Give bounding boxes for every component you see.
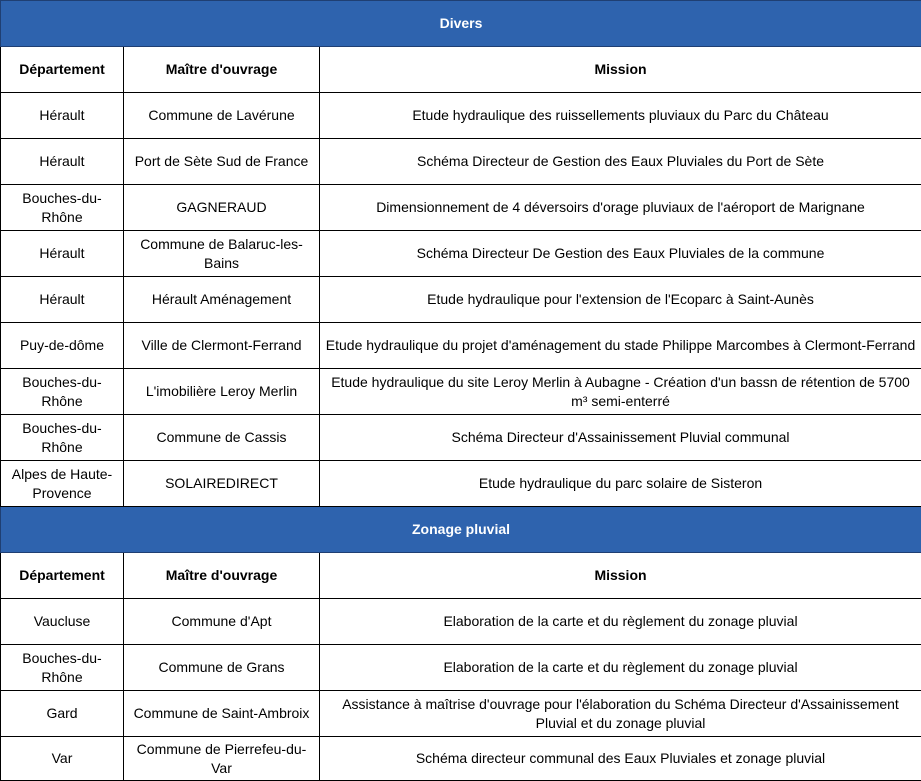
cell-departement: Hérault xyxy=(1,231,124,277)
cell-maitre-ouvrage: Port de Sète Sud de France xyxy=(124,139,320,185)
table-row xyxy=(1,599,921,645)
cell-maitre-ouvrage: GAGNERAUD xyxy=(124,185,320,231)
cell-mission: Schéma directeur communal des Eaux Pluviales et zonage pluvial xyxy=(320,737,921,781)
column-header-row xyxy=(1,47,921,93)
cell-departement: Bouches-du-Rhône xyxy=(1,645,124,691)
table-row xyxy=(1,139,921,185)
header-departement: Département xyxy=(1,553,124,599)
cell-departement: Hérault xyxy=(1,93,124,139)
cell-departement: Bouches-du-Rhône xyxy=(1,185,124,231)
header-mission: Mission xyxy=(320,553,921,599)
cell-mission: Assistance à maîtrise d'ouvrage pour l'élaboration du Schéma Directeur d'Assainissement Pluvial et du zonage pluvial xyxy=(320,691,921,737)
table-row xyxy=(1,277,921,323)
cell-maitre-ouvrage: L'imobilière Leroy Merlin xyxy=(124,369,320,415)
cell-mission: Elaboration de la carte et du règlement du zonage pluvial xyxy=(320,645,921,691)
cell-mission: Elaboration de la carte et du règlement du zonage pluvial xyxy=(320,599,921,645)
cell-maitre-ouvrage: Commune de Cassis xyxy=(124,415,320,461)
table-row xyxy=(1,323,921,369)
table-row xyxy=(1,369,921,415)
cell-mission: Etude hydraulique pour l'extension de l'Ecoparc à Saint-Aunès xyxy=(320,277,921,323)
table-row xyxy=(1,737,921,781)
cell-maitre-ouvrage: SOLAIREDIRECT xyxy=(124,461,320,507)
cell-mission: Schéma Directeur d'Assainissement Pluvial communal xyxy=(320,415,921,461)
cell-maitre-ouvrage: Commune de Pierrefeu-du-Var xyxy=(124,737,320,781)
column-header-row xyxy=(1,553,921,599)
cell-maitre-ouvrage: Hérault Aménagement xyxy=(124,277,320,323)
cell-maitre-ouvrage: Commune d'Apt xyxy=(124,599,320,645)
header-maitre-ouvrage: Maître d'ouvrage xyxy=(124,47,320,93)
table-row xyxy=(1,93,921,139)
cell-departement: Vaucluse xyxy=(1,599,124,645)
cell-maitre-ouvrage: Commune de Lavérune xyxy=(124,93,320,139)
cell-mission: Schéma Directeur de Gestion des Eaux Pluviales du Port de Sète xyxy=(320,139,921,185)
cell-maitre-ouvrage: Commune de Saint-Ambroix xyxy=(124,691,320,737)
cell-departement: Hérault xyxy=(1,139,124,185)
cell-maitre-ouvrage: Ville de Clermont-Ferrand xyxy=(124,323,320,369)
section-title: Zonage pluvial xyxy=(1,507,921,553)
cell-mission: Etude hydraulique du site Leroy Merlin à Aubagne - Création d'un bassn de rétention de 5700 m³ semi-enterré xyxy=(320,369,921,415)
cell-departement: Puy-de-dôme xyxy=(1,323,124,369)
cell-mission: Schéma Directeur De Gestion des Eaux Pluviales de la commune xyxy=(320,231,921,277)
table-row xyxy=(1,645,921,691)
header-departement: Département xyxy=(1,47,124,93)
cell-departement: Var xyxy=(1,737,124,781)
cell-mission: Dimensionnement de 4 déversoirs d'orage pluviaux de l'aéroport de Marignane xyxy=(320,185,921,231)
cell-departement: Alpes de Haute-Provence xyxy=(1,461,124,507)
section-header-divers xyxy=(1,1,921,47)
table-row xyxy=(1,231,921,277)
cell-departement: Hérault xyxy=(1,277,124,323)
table-row xyxy=(1,185,921,231)
cell-maitre-ouvrage: Commune de Balaruc-les-Bains xyxy=(124,231,320,277)
cell-mission: Etude hydraulique du parc solaire de Sisteron xyxy=(320,461,921,507)
cell-departement: Bouches-du-Rhône xyxy=(1,369,124,415)
cell-maitre-ouvrage: Commune de Grans xyxy=(124,645,320,691)
cell-mission: Etude hydraulique des ruissellements pluviaux du Parc du Château xyxy=(320,93,921,139)
cell-mission: Etude hydraulique du projet d'aménagement du stade Philippe Marcombes à Clermont-Ferrand xyxy=(320,323,921,369)
header-maitre-ouvrage: Maître d'ouvrage xyxy=(124,553,320,599)
section-header-zonage-pluvial xyxy=(1,507,921,553)
table-row xyxy=(1,415,921,461)
table-row xyxy=(1,461,921,507)
cell-departement: Bouches-du-Rhône xyxy=(1,415,124,461)
table-row xyxy=(1,691,921,737)
header-mission: Mission xyxy=(320,47,921,93)
section-title: Divers xyxy=(1,1,921,47)
cell-departement: Gard xyxy=(1,691,124,737)
